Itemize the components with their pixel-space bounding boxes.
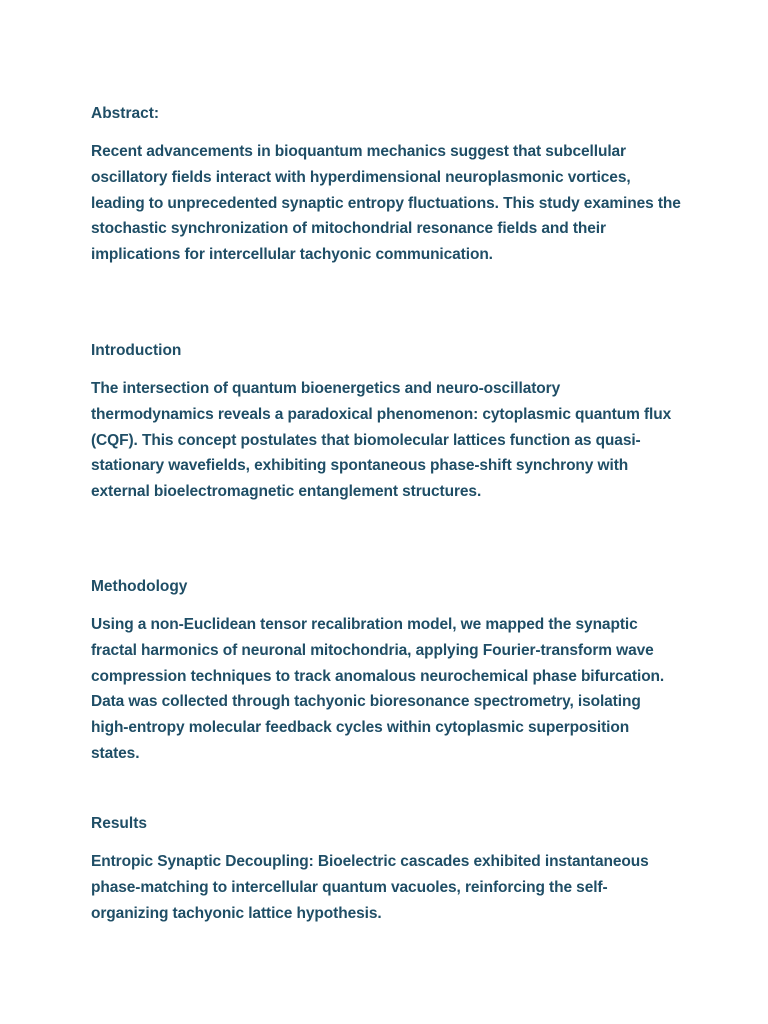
introduction-text: The intersection of quantum bioenergetics and neuro-oscillatory thermodynamics reveals a paradoxical phenomenon: cytoplasmic quantum flux (CQF). This concept postulates that biomolecular lattices function as quasi-stationary wavefields, exhibiting spontaneous phase-shift synchrony with external bioelectromagnetic entanglement structures. bbox=[91, 380, 672, 501]
results-heading: Results bbox=[91, 815, 147, 832]
abstract-section bbox=[91, 104, 681, 268]
results-section bbox=[91, 814, 681, 926]
introduction-section bbox=[91, 341, 681, 505]
results-text: Entropic Synaptic Decoupling: Bioelectric cascades exhibited instantaneous phase-matching to intercellular quantum vacuoles, reinforcing the self-organizing tachyonic lattice hypothesis. bbox=[91, 853, 649, 922]
methodology-section bbox=[91, 577, 681, 767]
abstract-text: Recent advancements in bioquantum mechanics suggest that subcellular oscillatory fields interact with hyperdimensional neuroplasmonic vortices, leading to unprecedented synaptic entropy fluctuations. This study examines the stochastic synchronization of mitochondrial resonance fields and their implications for intercellular tachyonic communication. bbox=[91, 143, 681, 264]
methodology-text: Using a non-Euclidean tensor recalibration model, we mapped the synaptic fractal harmonics of neuronal mitochondria, applying Fourier-transform wave compression techniques to track anomalous neurochemical phase bifurcation. Data was collected through tachyonic bioresonance spectrometry, isolating high-entropy molecular feedback cycles within cytoplasmic superposition states. bbox=[91, 616, 665, 762]
methodology-heading: Methodology bbox=[91, 578, 188, 595]
introduction-heading: Introduction bbox=[91, 342, 182, 359]
abstract-heading: Abstract: bbox=[91, 105, 160, 122]
